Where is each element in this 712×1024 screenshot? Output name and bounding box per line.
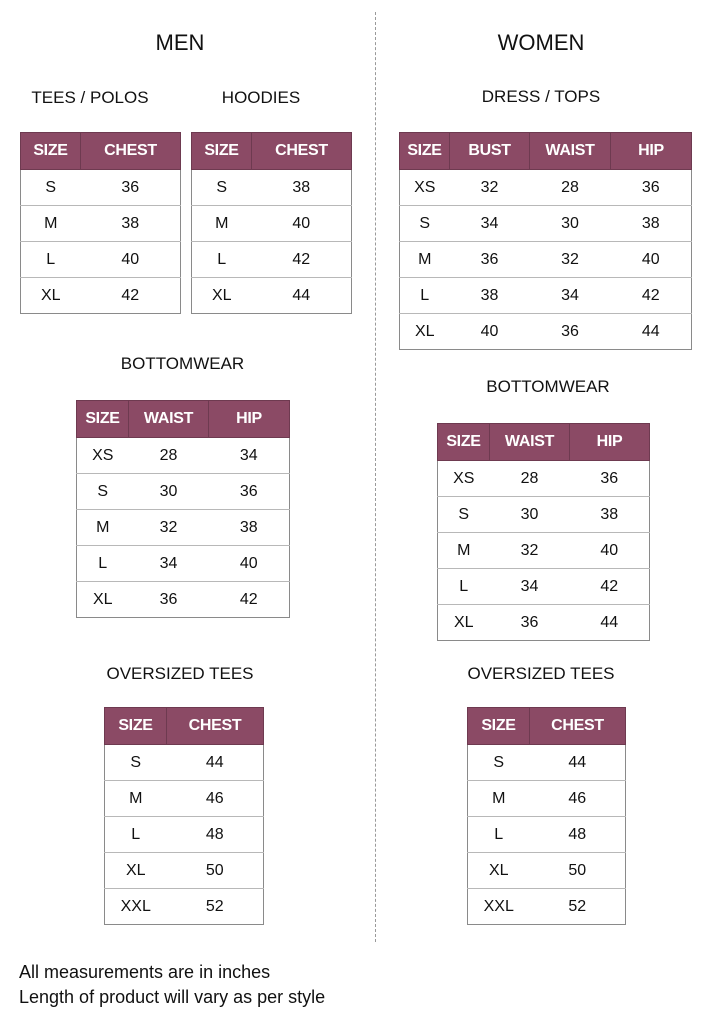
measurement-cell: 34 bbox=[530, 278, 611, 314]
table-row bbox=[105, 853, 264, 889]
table-row bbox=[77, 510, 290, 546]
measurement-cell: 52 bbox=[167, 889, 264, 925]
size-cell: L bbox=[438, 569, 490, 605]
men-oversized-title: OVERSIZED TEES bbox=[106, 664, 254, 683]
measurement-cell: 40 bbox=[209, 546, 290, 582]
size-cell: S bbox=[468, 745, 530, 781]
table-row bbox=[438, 605, 650, 641]
size-cell: XL bbox=[468, 853, 530, 889]
size-cell: S bbox=[77, 474, 129, 510]
size-cell: M bbox=[468, 781, 530, 817]
measurement-cell: 42 bbox=[570, 569, 650, 605]
column-header: SIZE bbox=[105, 708, 167, 745]
measurement-cell: 34 bbox=[129, 546, 209, 582]
measurement-cell: 38 bbox=[81, 206, 181, 242]
table-row bbox=[468, 853, 626, 889]
table-row bbox=[438, 569, 650, 605]
table-row bbox=[105, 781, 264, 817]
measurement-cell: 44 bbox=[611, 314, 692, 350]
table-row bbox=[192, 206, 352, 242]
table-row bbox=[400, 314, 692, 350]
column-header: HIP bbox=[209, 401, 290, 438]
measurement-cell: 32 bbox=[129, 510, 209, 546]
table-row bbox=[77, 438, 290, 474]
size-cell: L bbox=[77, 546, 129, 582]
measurement-cell: 34 bbox=[490, 569, 570, 605]
table-row bbox=[438, 497, 650, 533]
measurement-cell: 36 bbox=[129, 582, 209, 618]
measurement-cell: 36 bbox=[530, 314, 611, 350]
measurement-cell: 32 bbox=[530, 242, 611, 278]
size-cell: L bbox=[468, 817, 530, 853]
table-row bbox=[468, 745, 626, 781]
size-cell: L bbox=[105, 817, 167, 853]
size-cell: M bbox=[192, 206, 252, 242]
measurement-cell: 46 bbox=[167, 781, 264, 817]
size-cell: M bbox=[77, 510, 129, 546]
column-header: WAIST bbox=[490, 424, 570, 461]
measurement-cell: 50 bbox=[167, 853, 264, 889]
table-row bbox=[77, 546, 290, 582]
size-cell: M bbox=[21, 206, 81, 242]
column-header: WAIST bbox=[129, 401, 209, 438]
note-length: Length of product will vary as per style bbox=[19, 987, 326, 1007]
size-cell: XXL bbox=[105, 889, 167, 925]
measurement-cell: 50 bbox=[530, 853, 626, 889]
table-header-row bbox=[438, 424, 650, 461]
measurement-cell: 36 bbox=[490, 605, 570, 641]
measurement-cell: 36 bbox=[81, 170, 181, 206]
size-cell: S bbox=[21, 170, 81, 206]
women-heading: WOMEN bbox=[497, 30, 585, 55]
table-header-row bbox=[77, 401, 290, 438]
men-hoodies-title: HOODIES bbox=[221, 88, 301, 107]
measurement-cell: 28 bbox=[490, 461, 570, 497]
note-measurements: All measurements are in inches bbox=[19, 962, 271, 982]
column-header: WAIST bbox=[530, 133, 611, 170]
table-row bbox=[21, 170, 181, 206]
men-hoodies-table bbox=[191, 132, 352, 314]
size-cell: XS bbox=[438, 461, 490, 497]
measurement-cell: 32 bbox=[490, 533, 570, 569]
table-row bbox=[192, 278, 352, 314]
table-row bbox=[105, 745, 264, 781]
size-cell: XL bbox=[77, 582, 129, 618]
size-cell: XL bbox=[105, 853, 167, 889]
measurement-cell: 40 bbox=[611, 242, 692, 278]
measurement-cell: 40 bbox=[252, 206, 352, 242]
measurement-cell: 28 bbox=[530, 170, 611, 206]
size-cell: XL bbox=[438, 605, 490, 641]
measurement-cell: 44 bbox=[252, 278, 352, 314]
size-cell: M bbox=[400, 242, 450, 278]
table-row bbox=[77, 474, 290, 510]
size-cell: XXL bbox=[468, 889, 530, 925]
men-bottomwear-title: BOTTOMWEAR bbox=[120, 354, 245, 373]
size-cell: XS bbox=[77, 438, 129, 474]
table-row bbox=[438, 533, 650, 569]
measurement-cell: 30 bbox=[129, 474, 209, 510]
measurement-cell: 36 bbox=[611, 170, 692, 206]
table-row bbox=[468, 889, 626, 925]
women-bottomwear-table bbox=[437, 423, 650, 641]
measurement-cell: 44 bbox=[530, 745, 626, 781]
column-header: SIZE bbox=[21, 133, 81, 170]
column-header: CHEST bbox=[530, 708, 626, 745]
measurement-cell: 38 bbox=[450, 278, 530, 314]
table-header-row bbox=[192, 133, 352, 170]
men-oversized-table bbox=[104, 707, 264, 925]
measurement-cell: 34 bbox=[450, 206, 530, 242]
table-row bbox=[400, 170, 692, 206]
women-bottomwear-title: BOTTOMWEAR bbox=[486, 377, 610, 396]
size-cell: S bbox=[105, 745, 167, 781]
measurement-cell: 52 bbox=[530, 889, 626, 925]
men-tees-title: TEES / POLOS bbox=[31, 88, 149, 107]
table-row bbox=[21, 242, 181, 278]
table-row bbox=[438, 461, 650, 497]
measurement-cell: 48 bbox=[530, 817, 626, 853]
table-row bbox=[400, 278, 692, 314]
table-row bbox=[400, 206, 692, 242]
measurement-cell: 28 bbox=[129, 438, 209, 474]
measurement-cell: 44 bbox=[570, 605, 650, 641]
men-tees-table bbox=[20, 132, 181, 314]
column-header: SIZE bbox=[468, 708, 530, 745]
size-cell: L bbox=[21, 242, 81, 278]
column-header: SIZE bbox=[192, 133, 252, 170]
size-cell: S bbox=[400, 206, 450, 242]
table-header-row bbox=[21, 133, 181, 170]
table-row bbox=[105, 817, 264, 853]
measurement-cell: 46 bbox=[530, 781, 626, 817]
table-row bbox=[400, 242, 692, 278]
table-header-row bbox=[400, 133, 692, 170]
size-cell: XL bbox=[21, 278, 81, 314]
table-row bbox=[77, 582, 290, 618]
measurement-cell: 42 bbox=[611, 278, 692, 314]
measurement-cell: 40 bbox=[81, 242, 181, 278]
column-header: SIZE bbox=[77, 401, 129, 438]
women-oversized-table bbox=[467, 707, 626, 925]
column-header: CHEST bbox=[167, 708, 264, 745]
table-row bbox=[468, 817, 626, 853]
size-cell: M bbox=[105, 781, 167, 817]
measurement-cell: 42 bbox=[252, 242, 352, 278]
measurement-cell: 32 bbox=[450, 170, 530, 206]
column-header: HIP bbox=[570, 424, 650, 461]
measurement-cell: 38 bbox=[209, 510, 290, 546]
women-dress-table bbox=[399, 132, 692, 350]
column-header: HIP bbox=[611, 133, 692, 170]
table-row bbox=[192, 170, 352, 206]
measurement-cell: 36 bbox=[209, 474, 290, 510]
size-cell: S bbox=[192, 170, 252, 206]
measurement-cell: 36 bbox=[450, 242, 530, 278]
measurement-cell: 30 bbox=[530, 206, 611, 242]
measurement-cell: 38 bbox=[611, 206, 692, 242]
measurement-cell: 44 bbox=[167, 745, 264, 781]
size-cell: XS bbox=[400, 170, 450, 206]
table-header-row bbox=[468, 708, 626, 745]
measurement-cell: 40 bbox=[450, 314, 530, 350]
table-row bbox=[192, 242, 352, 278]
table-row bbox=[21, 278, 181, 314]
table-header-row bbox=[105, 708, 264, 745]
measurement-cell: 42 bbox=[81, 278, 181, 314]
men-bottomwear-table bbox=[76, 400, 290, 618]
size-cell: XL bbox=[192, 278, 252, 314]
women-dress-title: DRESS / TOPS bbox=[481, 87, 601, 106]
column-header: CHEST bbox=[252, 133, 352, 170]
size-cell: L bbox=[192, 242, 252, 278]
women-oversized-title: OVERSIZED TEES bbox=[467, 664, 615, 683]
measurement-cell: 30 bbox=[490, 497, 570, 533]
measurement-cell: 48 bbox=[167, 817, 264, 853]
size-cell: S bbox=[438, 497, 490, 533]
table-row bbox=[468, 781, 626, 817]
column-header: SIZE bbox=[438, 424, 490, 461]
column-divider bbox=[375, 12, 376, 942]
table-row bbox=[105, 889, 264, 925]
measurement-cell: 36 bbox=[570, 461, 650, 497]
column-header: SIZE bbox=[400, 133, 450, 170]
men-heading: MEN bbox=[155, 30, 205, 55]
measurement-cell: 42 bbox=[209, 582, 290, 618]
measurement-cell: 40 bbox=[570, 533, 650, 569]
size-cell: M bbox=[438, 533, 490, 569]
measurement-cell: 38 bbox=[570, 497, 650, 533]
measurement-cell: 34 bbox=[209, 438, 290, 474]
size-cell: L bbox=[400, 278, 450, 314]
column-header: BUST bbox=[450, 133, 530, 170]
table-row bbox=[21, 206, 181, 242]
size-cell: XL bbox=[400, 314, 450, 350]
column-header: CHEST bbox=[81, 133, 181, 170]
measurement-cell: 38 bbox=[252, 170, 352, 206]
